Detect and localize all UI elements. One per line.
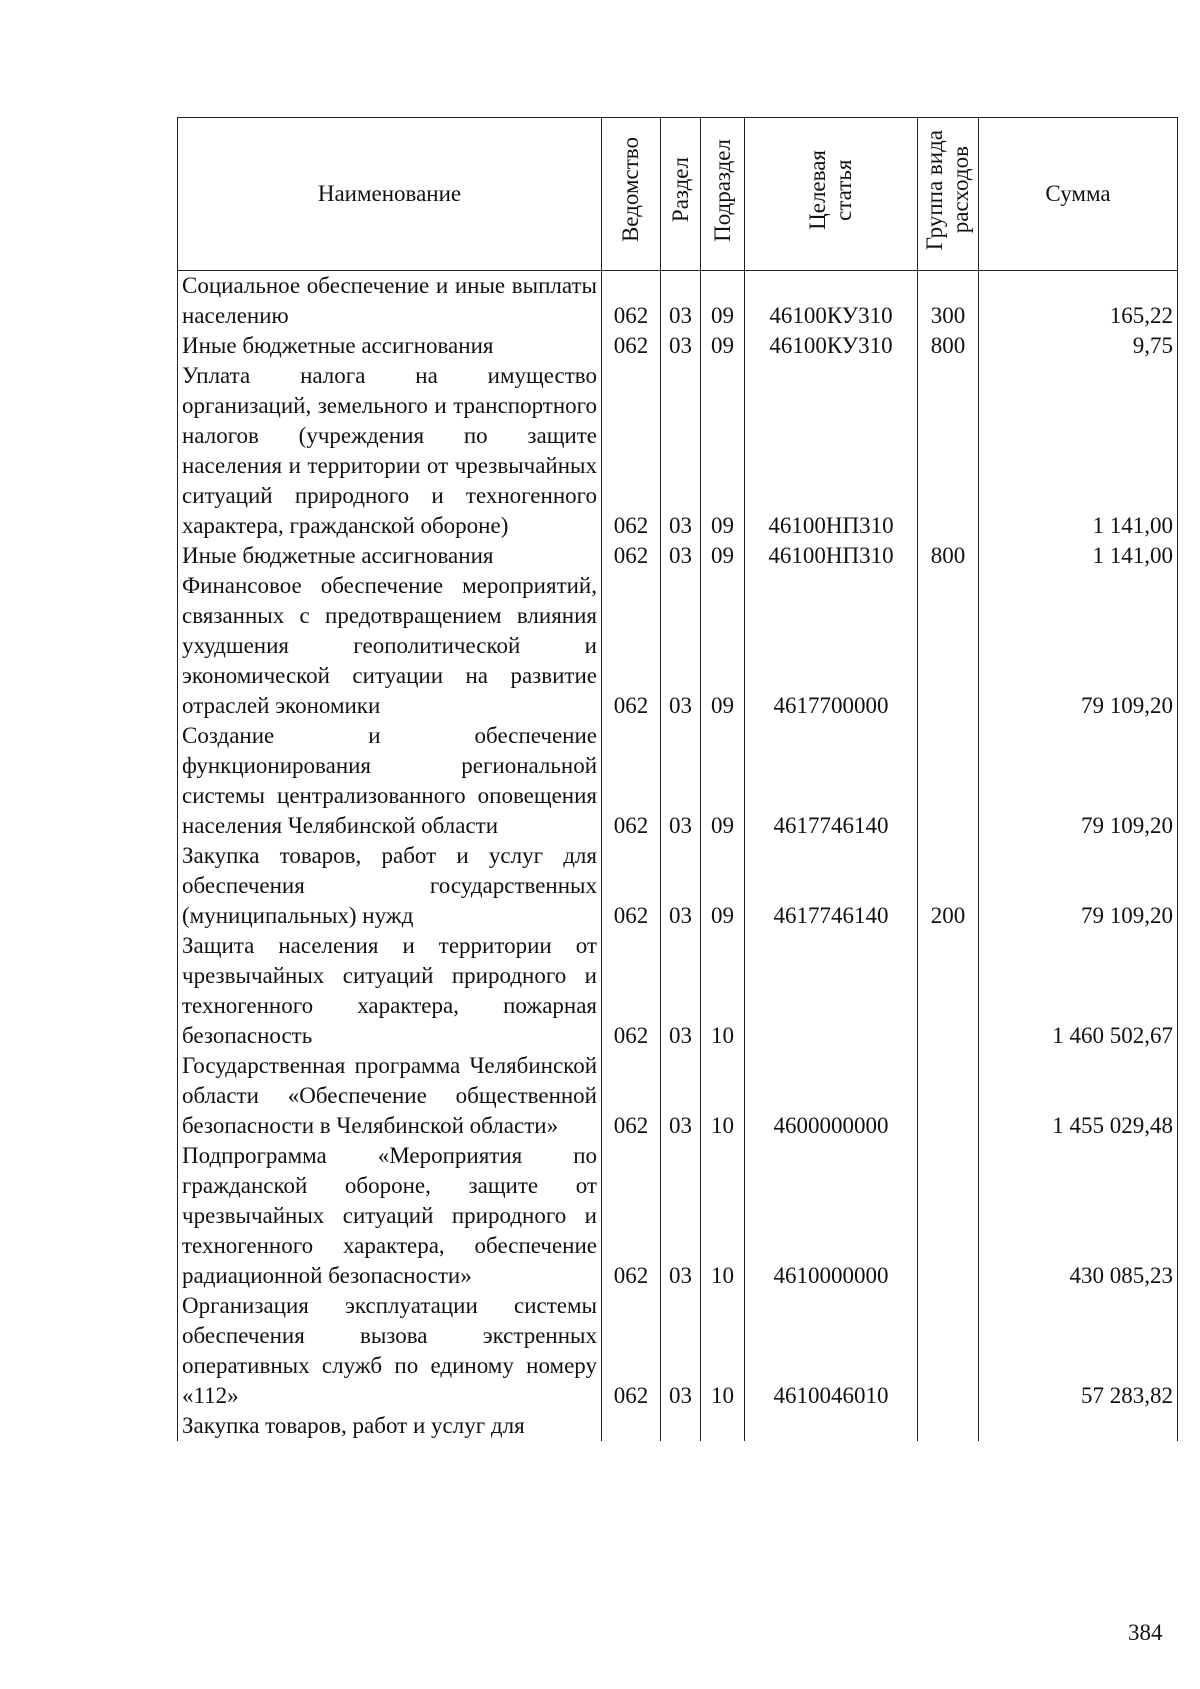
row-pod: 09 xyxy=(701,331,745,361)
row-cel xyxy=(745,1411,918,1441)
row-name: Иные бюджетные ассигнования xyxy=(178,331,602,361)
header-name: Наименование xyxy=(178,118,602,271)
table-header-row xyxy=(178,118,1178,271)
row-grp xyxy=(918,721,979,841)
row-cel: 4610046010 xyxy=(745,1291,918,1411)
row-cel: 46100КУ310 xyxy=(745,331,918,361)
table-row xyxy=(178,1411,1178,1441)
table-row xyxy=(178,541,1178,571)
row-name: Защита населения и территории от чрезвычайных ситуаций природного и техногенного характера, пожарная безопасность xyxy=(178,931,602,1051)
row-ved: 062 xyxy=(602,1291,661,1411)
table-row xyxy=(178,1141,1178,1291)
row-sum: 165,22 xyxy=(979,271,1178,332)
table-row xyxy=(178,331,1178,361)
table-row xyxy=(178,1051,1178,1141)
row-raz: 03 xyxy=(661,361,701,541)
row-ved: 062 xyxy=(602,721,661,841)
row-grp xyxy=(918,931,979,1051)
row-raz: 03 xyxy=(661,1141,701,1291)
row-name: Закупка товаров, работ и услуг для xyxy=(178,1411,602,1441)
row-name: Социальное обеспечение и иные выплаты населению xyxy=(178,271,602,332)
row-cel xyxy=(745,931,918,1051)
header-raz: Раздел xyxy=(661,118,701,271)
row-raz: 03 xyxy=(661,721,701,841)
header-cel: Целевая статья xyxy=(745,118,918,271)
row-grp xyxy=(918,1411,979,1441)
row-sum: 1 460 502,67 xyxy=(979,931,1178,1051)
row-ved: 062 xyxy=(602,571,661,721)
row-raz: 03 xyxy=(661,1051,701,1141)
row-sum: 430 085,23 xyxy=(979,1141,1178,1291)
row-pod: 10 xyxy=(701,1141,745,1291)
row-cel: 4617746140 xyxy=(745,721,918,841)
header-ved: Ведомство xyxy=(602,118,661,271)
row-sum: 9,75 xyxy=(979,331,1178,361)
row-name: Государственная программа Челябинской области «Обеспечение общественной безопасности в Челябинской области» xyxy=(178,1051,602,1141)
table-body xyxy=(178,271,1178,1442)
row-pod: 09 xyxy=(701,721,745,841)
row-grp: 200 xyxy=(918,841,979,931)
budget-table xyxy=(177,117,1178,1441)
row-sum: 79 109,20 xyxy=(979,841,1178,931)
row-raz: 03 xyxy=(661,541,701,571)
row-ved: 062 xyxy=(602,1051,661,1141)
row-raz: 03 xyxy=(661,571,701,721)
row-ved: 062 xyxy=(602,541,661,571)
row-grp xyxy=(918,571,979,721)
row-grp xyxy=(918,1051,979,1141)
row-raz: 03 xyxy=(661,1291,701,1411)
table-row xyxy=(178,721,1178,841)
row-raz: 03 xyxy=(661,841,701,931)
row-sum: 79 109,20 xyxy=(979,571,1178,721)
table-row xyxy=(178,931,1178,1051)
row-sum: 1 141,00 xyxy=(979,541,1178,571)
row-sum: 79 109,20 xyxy=(979,721,1178,841)
row-ved: 062 xyxy=(602,841,661,931)
row-cel: 4617746140 xyxy=(745,841,918,931)
table-row xyxy=(178,1291,1178,1411)
row-grp: 800 xyxy=(918,541,979,571)
row-cel: 46100КУ310 xyxy=(745,271,918,332)
table-row xyxy=(178,571,1178,721)
row-sum: 1 141,00 xyxy=(979,361,1178,541)
row-grp xyxy=(918,1141,979,1291)
row-ved: 062 xyxy=(602,1141,661,1291)
row-ved xyxy=(602,1411,661,1441)
row-pod: 09 xyxy=(701,271,745,332)
row-name: Уплата налога на имущество организаций, земельного и транспортного налогов (учреждения по защите населения и территории от чрезвычайных ситуаций природного и техногенного характера, гражданской обороне) xyxy=(178,361,602,541)
row-pod xyxy=(701,1411,745,1441)
row-grp: 300 xyxy=(918,271,979,332)
row-pod: 09 xyxy=(701,541,745,571)
row-raz: 03 xyxy=(661,271,701,332)
row-ved: 062 xyxy=(602,271,661,332)
row-raz: 03 xyxy=(661,931,701,1051)
row-ved: 062 xyxy=(602,331,661,361)
row-pod: 10 xyxy=(701,1291,745,1411)
row-cel: 46100НП310 xyxy=(745,541,918,571)
row-raz: 03 xyxy=(661,331,701,361)
row-sum: 1 455 029,48 xyxy=(979,1051,1178,1141)
row-grp xyxy=(918,361,979,541)
header-sum: Сумма xyxy=(979,118,1178,271)
row-ved: 062 xyxy=(602,931,661,1051)
row-name: Подпрограмма «Мероприятия по гражданской обороне, защите от чрезвычайных ситуаций природного и техногенного характера, обеспечение радиационной безопасности» xyxy=(178,1141,602,1291)
row-name: Организация эксплуатации системы обеспечения вызова экстренных оперативных служб по единому номеру «112» xyxy=(178,1291,602,1411)
row-grp: 800 xyxy=(918,331,979,361)
page-number: 384 xyxy=(1128,1620,1163,1645)
row-cel: 4610000000 xyxy=(745,1141,918,1291)
row-raz xyxy=(661,1411,701,1441)
row-pod: 09 xyxy=(701,571,745,721)
row-ved: 062 xyxy=(602,361,661,541)
row-pod: 10 xyxy=(701,931,745,1051)
row-name: Создание и обеспечение функционирования региональной системы централизованного оповещения населения Челябинской области xyxy=(178,721,602,841)
row-cel: 4617700000 xyxy=(745,571,918,721)
table-row xyxy=(178,271,1178,332)
row-cel: 46100НП310 xyxy=(745,361,918,541)
row-pod: 09 xyxy=(701,841,745,931)
header-grp: Группа вида расходов xyxy=(918,118,979,271)
row-name: Финансовое обеспечение мероприятий, связанных с предотвращением влияния ухудшения геополитической и экономической ситуации на развитие отраслей экономики xyxy=(178,571,602,721)
row-pod: 10 xyxy=(701,1051,745,1141)
row-grp xyxy=(918,1291,979,1411)
row-cel: 4600000000 xyxy=(745,1051,918,1141)
table-row xyxy=(178,361,1178,541)
header-pod: Подраздел xyxy=(701,118,745,271)
row-name: Закупка товаров, работ и услуг для обеспечения государственных (муниципальных) нужд xyxy=(178,841,602,931)
table-row xyxy=(178,841,1178,931)
row-sum: 57 283,82 xyxy=(979,1291,1178,1411)
row-name: Иные бюджетные ассигнования xyxy=(178,541,602,571)
row-sum xyxy=(979,1411,1178,1441)
row-pod: 09 xyxy=(701,361,745,541)
